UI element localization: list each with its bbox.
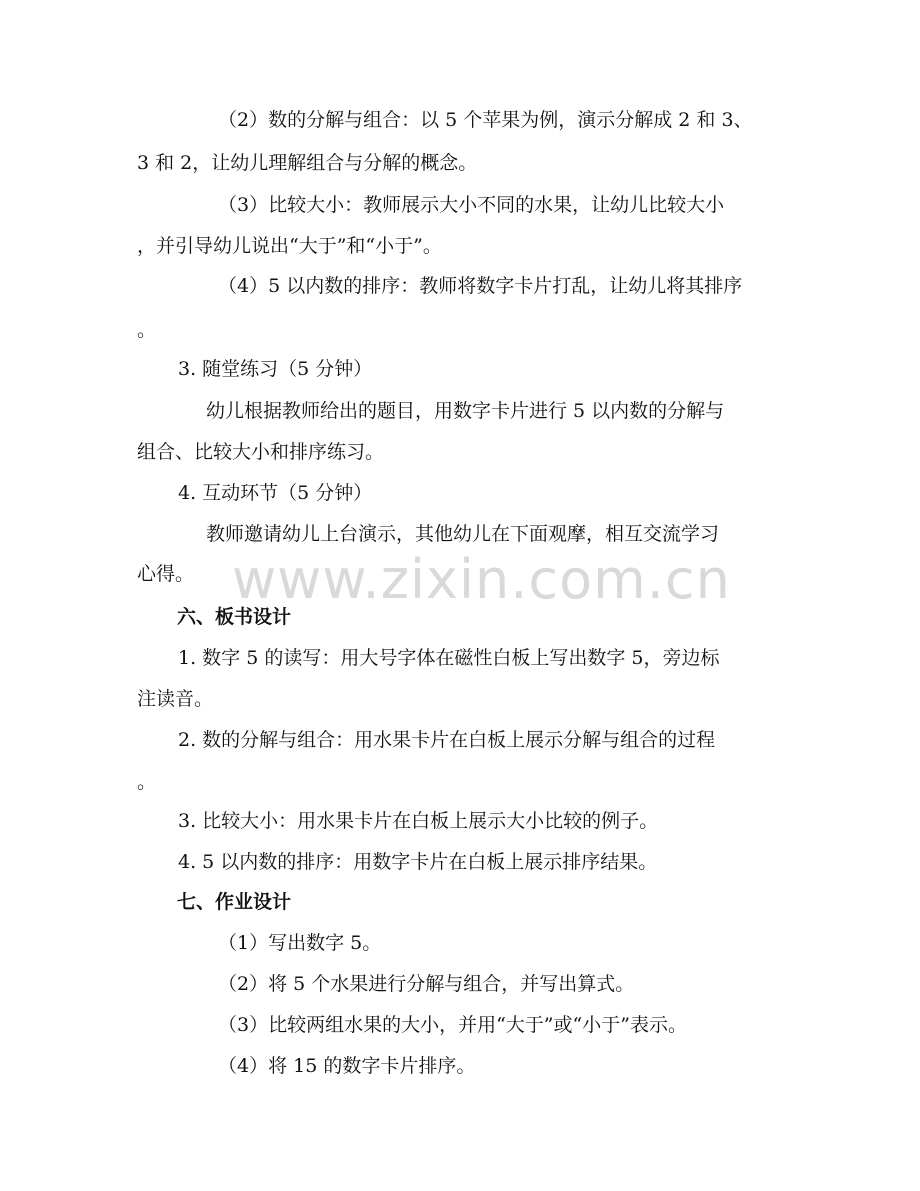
list-item-heading: 4. 互动环节（5 分钟）	[178, 482, 373, 504]
watermark: www.zixin.com.cn	[232, 548, 731, 611]
homework-item: （1）写出数字 5。	[218, 932, 382, 954]
paragraph-line: 组合、比较大小和排序练习。	[137, 441, 385, 463]
homework-item: （3）比较两组水果的大小，并用“大于”或“小于”表示。	[218, 1014, 687, 1036]
paragraph-line: 心得。	[137, 563, 195, 585]
paragraph-line: （2）数的分解与组合：以 5 个苹果为例，演示分解成 2 和 3、	[218, 109, 753, 131]
paragraph-line: 。	[137, 319, 157, 341]
paragraph-line: 4. 5 以内数的排序：用数字卡片在白板上展示排序结果。	[178, 851, 658, 873]
paragraph-line: 幼儿根据教师给出的题目，用数字卡片进行 5 以内数的分解与	[206, 400, 725, 422]
paragraph-line: 。	[137, 771, 157, 793]
section-heading: 七、作业设计	[177, 891, 292, 913]
paragraph-line: 教师邀请幼儿上台演示，其他幼儿在下面观摩，相互交流学习	[206, 523, 720, 545]
list-item-heading: 3. 随堂练习（5 分钟）	[178, 358, 373, 380]
paragraph-line: 1. 数字 5 的读写：用大号字体在磁性白板上写出数字 5，旁边标	[178, 647, 720, 669]
homework-item: （4）将 15 的数字卡片排序。	[218, 1055, 476, 1077]
paragraph-line: 2. 数的分解与组合：用水果卡片在白板上展示分解与组合的过程	[178, 729, 716, 751]
paragraph-line: 3. 比较大小：用水果卡片在白板上展示大小比较的例子。	[178, 810, 659, 832]
section-heading: 六、板书设计	[177, 606, 292, 628]
homework-item: （2）将 5 个水果进行分解与组合，并写出算式。	[218, 973, 635, 995]
paragraph-line: （4）5 以内数的排序：教师将数字卡片打乱，让幼儿将其排序	[218, 275, 743, 297]
paragraph-line: 注读音。	[137, 688, 214, 710]
paragraph-line: 3 和 2，让幼儿理解组合与分解的概念。	[137, 152, 478, 174]
paragraph-line: （3）比较大小：教师展示大小不同的水果，让幼儿比较大小	[218, 194, 725, 216]
paragraph-line: ，并引导幼儿说出“大于”和“小于”。	[137, 235, 442, 257]
